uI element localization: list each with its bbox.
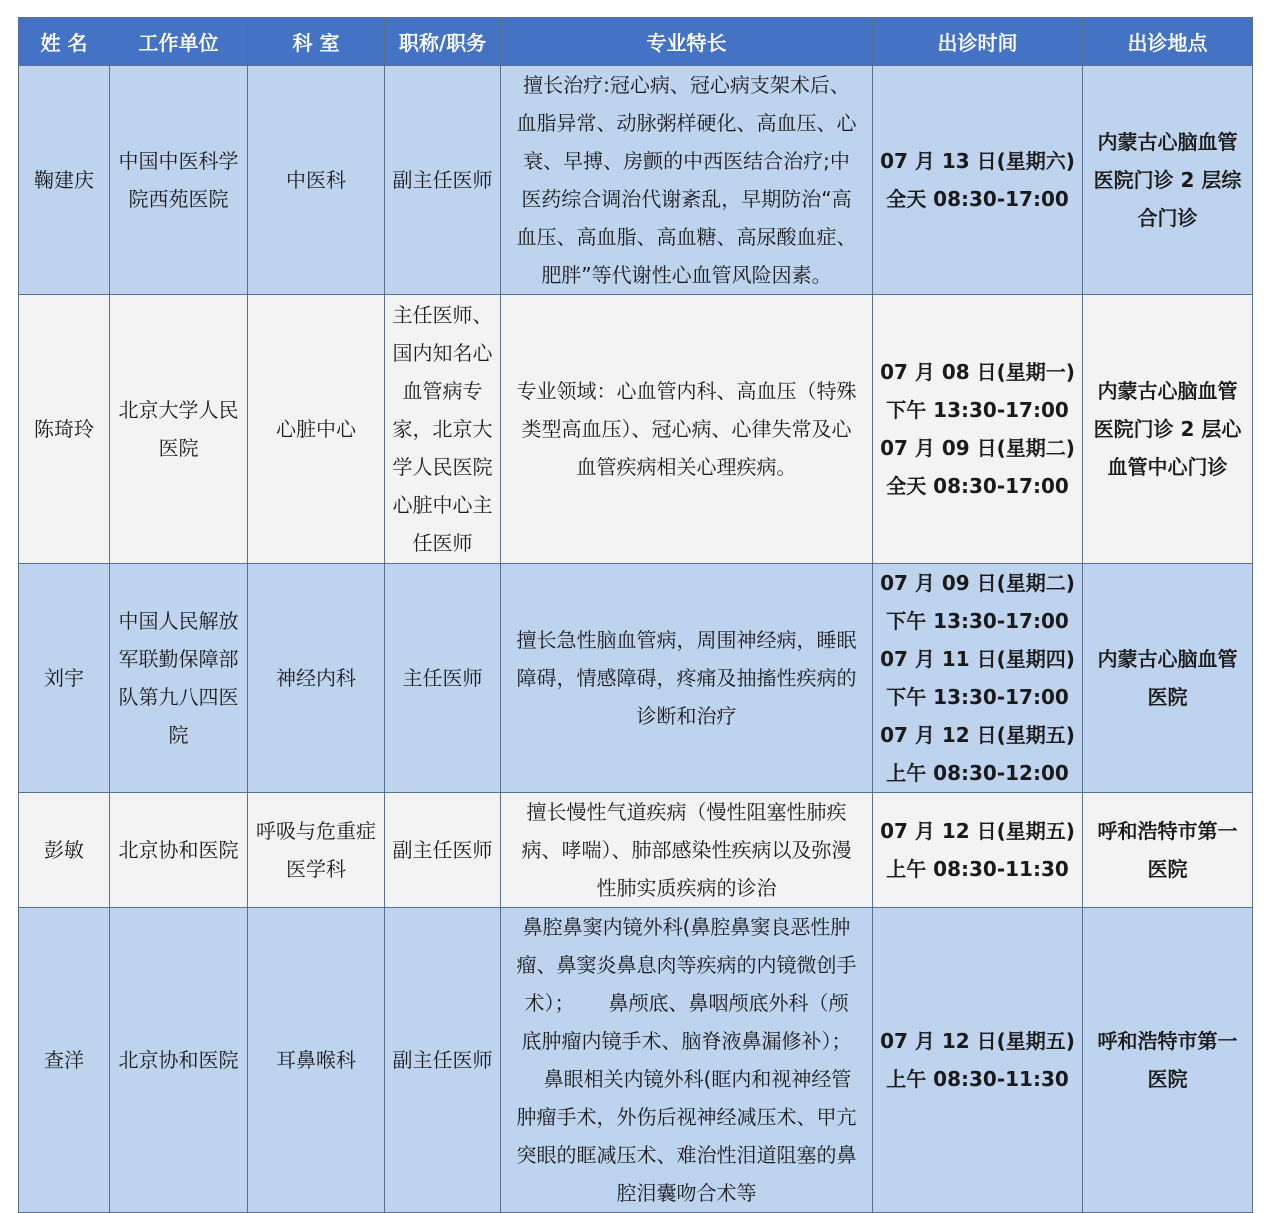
- job-title: 主任医师、 国内知名心 血管病专 家，北京大 学人民医院 心脏中心主 任医师: [385, 295, 501, 564]
- department: 呼吸与危重症 医学科: [248, 793, 385, 908]
- specialty: 擅长慢性气道疾病（慢性阻塞性肺疾 病、哮喘）、肺部感染性疾病以及弥漫 性肺实质疾病的诊治: [501, 793, 873, 908]
- work-unit: 北京大学人民 医院: [110, 295, 248, 564]
- clinic-place: 内蒙古心脑血管 医院: [1083, 564, 1253, 793]
- table-row: [19, 564, 1253, 793]
- clinic-time: 07 月 09 日(星期二) 下午 13:30-17:00 07 月 11 日(星期四) 下午 13:30-17:00 07 月 12 日(星期五) 上午 08:30-12:00: [873, 564, 1083, 793]
- clinic-time: 07 月 08 日(星期一) 下午 13:30-17:00 07 月 09 日(星期二) 全天 08:30-17:00: [873, 295, 1083, 564]
- doctor-name: 陈琦玲: [19, 295, 110, 564]
- table-row: [19, 793, 1253, 908]
- job-title: 副主任医师: [385, 908, 501, 1213]
- job-title: 副主任医师: [385, 793, 501, 908]
- table-row: [19, 295, 1253, 564]
- department: 心脏中心: [248, 295, 385, 564]
- department: 中医科: [248, 66, 385, 295]
- header-org: 工作单位: [110, 18, 248, 66]
- specialty: 专业领域：心血管内科、高血压（特殊 类型高血压）、冠心病、心律失常及心 血管疾病相关心理疾病。: [501, 295, 873, 564]
- schedule-table: [18, 17, 1253, 1213]
- header-title: 职称/职务: [385, 18, 501, 66]
- header-place: 出诊地点: [1083, 18, 1253, 66]
- header-time: 出诊时间: [873, 18, 1083, 66]
- table-row: [19, 66, 1253, 295]
- clinic-time: 07 月 12 日(星期五) 上午 08:30-11:30: [873, 793, 1083, 908]
- specialty: 鼻腔鼻窦内镜外科(鼻腔鼻窦良恶性肿 瘤、鼻窦炎鼻息肉等疾病的内镜微创手 术）； 鼻颅底、鼻咽颅底外科（颅 底肿瘤内镜手术、脑脊液鼻漏修补）； 鼻眼相关内镜外科(眶内和视神经管 肿瘤手术，外伤后视神经减压术、甲亢 突眼的眶减压术、难治性泪道阻塞的鼻 腔泪囊吻合术等: [501, 908, 873, 1213]
- clinic-time: 07 月 13 日(星期六) 全天 08:30-17:00: [873, 66, 1083, 295]
- department: 神经内科: [248, 564, 385, 793]
- specialty: 擅长急性脑血管病，周围神经病，睡眠 障碍，情感障碍，疼痛及抽搐性疾病的 诊断和治疗: [501, 564, 873, 793]
- work-unit: 中国人民解放 军联勤保障部 队第九八四医 院: [110, 564, 248, 793]
- clinic-place: 内蒙古心脑血管 医院门诊 2 层心 血管中心门诊: [1083, 295, 1253, 564]
- table-row: [19, 908, 1253, 1213]
- work-unit: 中国中医科学 院西苑医院: [110, 66, 248, 295]
- header-specialty: 专业特长: [501, 18, 873, 66]
- doctor-name: 查洋: [19, 908, 110, 1213]
- header-dept: 科 室: [248, 18, 385, 66]
- clinic-place: 呼和浩特市第一 医院: [1083, 793, 1253, 908]
- header-name: 姓 名: [19, 18, 110, 66]
- doctor-name: 鞠建庆: [19, 66, 110, 295]
- work-unit: 北京协和医院: [110, 908, 248, 1213]
- job-title: 主任医师: [385, 564, 501, 793]
- doctor-name: 彭敏: [19, 793, 110, 908]
- job-title: 副主任医师: [385, 66, 501, 295]
- work-unit: 北京协和医院: [110, 793, 248, 908]
- doctor-name: 刘宇: [19, 564, 110, 793]
- department: 耳鼻喉科: [248, 908, 385, 1213]
- clinic-place: 内蒙古心脑血管 医院门诊 2 层综 合门诊: [1083, 66, 1253, 295]
- clinic-place: 呼和浩特市第一 医院: [1083, 908, 1253, 1213]
- header-row: [19, 18, 1253, 66]
- clinic-time: 07 月 12 日(星期五) 上午 08:30-11:30: [873, 908, 1083, 1213]
- specialty: 擅长治疗:冠心病、冠心病支架术后、 血脂异常、动脉粥样硬化、高血压、心 衰、早搏、房颤的中西医结合治疗;中 医药综合调治代谢紊乱，早期防治“高 血压、高血脂、高血糖、高尿酸血症、 肥胖”等代谢性心血管风险因素。: [501, 66, 873, 295]
